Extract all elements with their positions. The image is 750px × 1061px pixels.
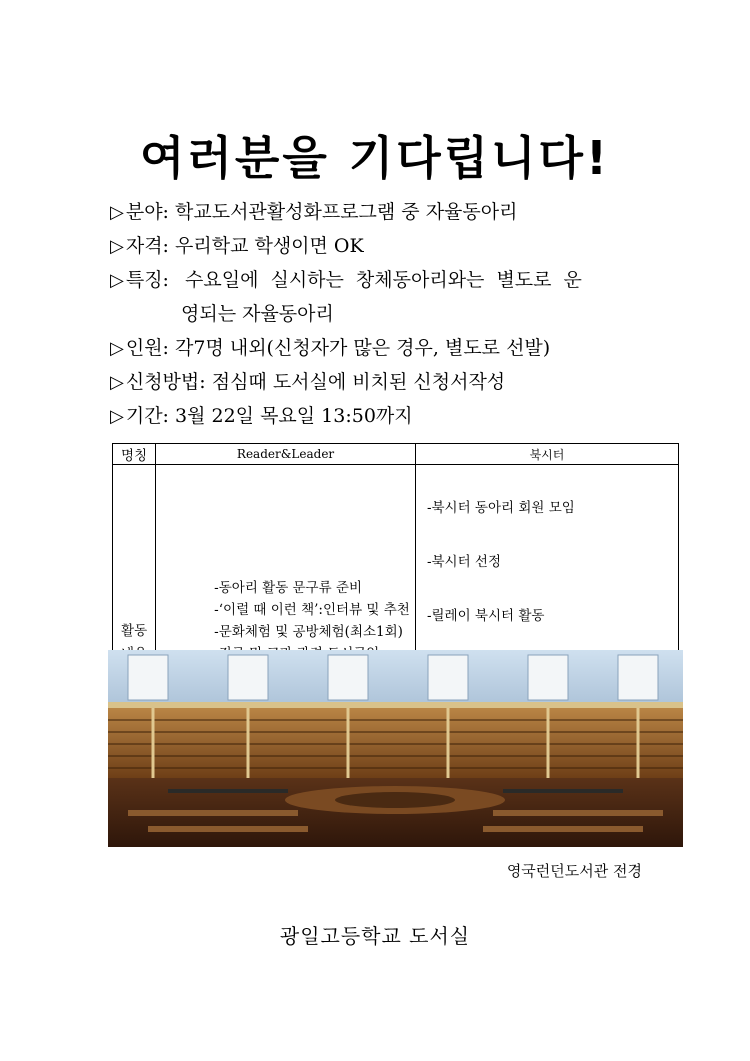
info-qualification [110, 234, 364, 259]
info-text: 학교도서관활성화프로그램 중 자율동아리 [175, 201, 518, 223]
header-reader-leader: Reader&Leader [156, 444, 416, 465]
photo-caption: 영국런던도서관 전경 [506, 862, 642, 880]
list-item: -릴레이 북시터 활동 [426, 608, 545, 624]
info-label: 자격: [125, 235, 169, 257]
info-label: 신청방법: [125, 371, 206, 393]
triangle-arrow-icon: ▷ [110, 338, 124, 359]
page-title: 여러분을 기다립니다! [140, 131, 610, 185]
info-period [110, 404, 413, 429]
info-label: 분야: [125, 201, 169, 223]
info-label: 특징: [125, 269, 169, 291]
header-booksitter: 북시터 [415, 444, 678, 465]
info-text: 각7명 내외(신청자가 많은 경우, 별도로 선발) [175, 337, 551, 359]
info-feature-continuation: 영되는 자율동아리 [181, 303, 334, 325]
list-item: -‘이럴 때 이런 책’:인터뷰 및 추천 [214, 602, 410, 618]
info-headcount [110, 336, 550, 361]
list-item: -북시터 선정 [426, 554, 501, 570]
table-header-row [113, 444, 679, 465]
info-text: 수요일에 실시하는 창체동아리와는 별도로 운 [185, 269, 582, 291]
info-label: 기간: [125, 405, 169, 427]
library-reading-room-photo [108, 650, 683, 847]
header-name-cell: 명칭 [113, 444, 156, 465]
triangle-arrow-icon: ▷ [110, 202, 124, 223]
list-item: -북시터 동아리 회원 모임 [426, 500, 575, 516]
triangle-arrow-icon: ▷ [110, 236, 124, 257]
triangle-arrow-icon: ▷ [110, 406, 124, 427]
triangle-arrow-icon: ▷ [110, 270, 124, 291]
activity-label-line: 활동 [121, 623, 148, 639]
info-application [110, 370, 505, 395]
info-text: 우리학교 학생이면 OK [175, 235, 364, 257]
list-item: -동아리 활동 문구류 준비 [214, 580, 363, 596]
info-label: 인원: [125, 337, 169, 359]
info-feature [110, 268, 582, 293]
info-field [110, 200, 517, 225]
info-text: 3월 22일 목요일 13:50까지 [175, 405, 413, 427]
school-library-signature: 광일고등학교 도서실 [279, 924, 471, 948]
triangle-arrow-icon: ▷ [110, 372, 124, 393]
info-text: 점심때 도서실에 비치된 신청서작성 [211, 371, 506, 393]
list-item: -문화체험 및 공방체험(최소1회) [214, 624, 403, 640]
